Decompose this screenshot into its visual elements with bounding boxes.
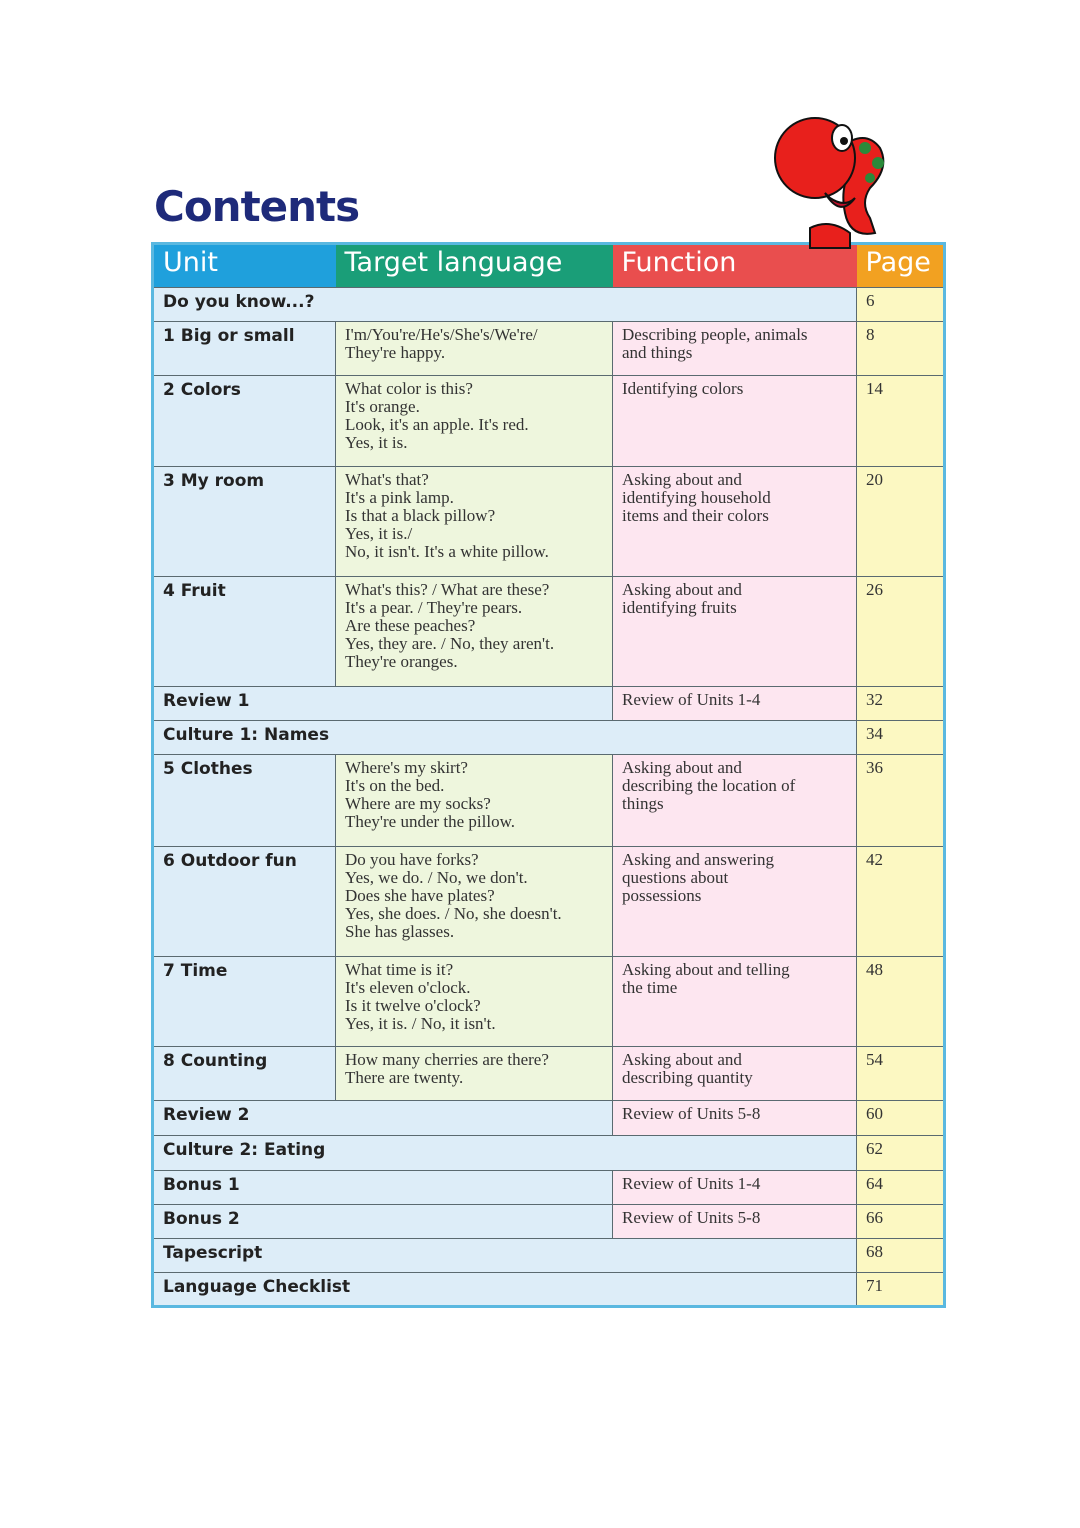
unit-cell: 6 Outdoor fun (153, 847, 336, 957)
unit-cell: Culture 2: Eating (153, 1136, 857, 1171)
text-line: They're happy. (345, 343, 446, 362)
page-number: 34 (857, 721, 945, 755)
table-row (153, 1239, 945, 1273)
text-line: Is that a black pillow? (345, 506, 496, 525)
target-language-cell (336, 755, 613, 847)
text-line: things (622, 794, 664, 813)
page-number: 6 (857, 288, 945, 322)
text-line: Asking about and (622, 1050, 742, 1069)
table-row (153, 1047, 945, 1101)
unit-cell: Language Checklist (153, 1273, 857, 1307)
target-language-cell (336, 577, 613, 687)
text-line: I'm/You're/He's/She's/We're/ (345, 325, 538, 344)
page-number: 68 (857, 1239, 945, 1273)
page-number: 26 (857, 577, 945, 687)
text-line: questions about (622, 868, 729, 887)
text-line: Do you have forks? (345, 850, 479, 869)
function-cell (613, 467, 857, 577)
page-number: 36 (857, 755, 945, 847)
table-row (153, 322, 945, 376)
text-line: What's this? / What are these? (345, 580, 550, 599)
text-line: and things (622, 343, 693, 362)
table-row (153, 755, 945, 847)
table-row (153, 376, 945, 467)
target-language-cell (336, 957, 613, 1047)
header-target-language: Target language (336, 244, 613, 288)
function-cell (613, 577, 857, 687)
text-line: Where are my socks? (345, 794, 491, 813)
table-row (153, 957, 945, 1047)
unit-cell: Do you know...? (153, 288, 857, 322)
unit-cell: 7 Time (153, 957, 336, 1047)
header-page: Page (857, 244, 945, 288)
text-line: Look, it's an apple. It's red. (345, 415, 529, 434)
text-line: Asking about and (622, 580, 742, 599)
text-line: What time is it? (345, 960, 454, 979)
table-row (153, 1273, 945, 1307)
text-line: She has glasses. (345, 922, 455, 941)
text-line: describing the location of (622, 776, 796, 795)
unit-cell: Review 2 (153, 1101, 613, 1136)
text-line: How many cherries are there? (345, 1050, 549, 1069)
target-language-cell (336, 847, 613, 957)
text-line: identifying fruits (622, 598, 737, 617)
text-line: It's eleven o'clock. (345, 978, 471, 997)
text-line: Identifying colors (622, 379, 744, 398)
target-language-cell (336, 322, 613, 376)
text-line: Yes, we do. / No, we don't. (345, 868, 528, 887)
page-number: 32 (857, 687, 945, 721)
page-number: 62 (857, 1136, 945, 1171)
table-row (153, 687, 945, 721)
function-cell (613, 1047, 857, 1101)
unit-cell: 3 My room (153, 467, 336, 577)
text-line: identifying household (622, 488, 771, 507)
page-number: 60 (857, 1101, 945, 1136)
text-line: There are twenty. (345, 1068, 464, 1087)
page-number: 66 (857, 1205, 945, 1239)
contents-table (151, 242, 946, 1308)
text-line: What color is this? (345, 379, 473, 398)
target-language-cell (336, 376, 613, 467)
table-row (153, 1205, 945, 1239)
unit-cell: 8 Counting (153, 1047, 336, 1101)
unit-cell: Review 1 (153, 687, 613, 721)
page-number: 14 (857, 376, 945, 467)
text-line: Review of Units 5-8 (622, 1104, 761, 1123)
function-cell (613, 957, 857, 1047)
table-row (153, 288, 945, 322)
mascot-illustration (770, 108, 900, 258)
header-function: Function (613, 244, 857, 288)
text-line: Review of Units 1-4 (622, 690, 761, 709)
unit-cell: 4 Fruit (153, 577, 336, 687)
function-cell (613, 376, 857, 467)
text-line: Yes, it is. / No, it isn't. (345, 1014, 496, 1033)
text-line: Are these peaches? (345, 616, 476, 635)
text-line: It's a pink lamp. (345, 488, 454, 507)
page-number: 8 (857, 322, 945, 376)
function-cell (613, 1171, 857, 1205)
page-number: 54 (857, 1047, 945, 1101)
page-number: 71 (857, 1273, 945, 1307)
table-row (153, 577, 945, 687)
text-line: the time (622, 978, 678, 997)
text-line: Yes, it is./ (345, 524, 413, 543)
target-language-cell (336, 1047, 613, 1101)
text-line: Yes, it is. (345, 433, 408, 452)
text-line: Is it twelve o'clock? (345, 996, 481, 1015)
function-cell (613, 847, 857, 957)
text-line: Asking about and (622, 470, 742, 489)
function-cell (613, 322, 857, 376)
text-line: Review of Units 5-8 (622, 1208, 761, 1227)
unit-cell: Tapescript (153, 1239, 857, 1273)
table-row (153, 1136, 945, 1171)
unit-cell: Bonus 1 (153, 1171, 613, 1205)
unit-cell: 1 Big or small (153, 322, 336, 376)
text-line: Review of Units 1-4 (622, 1174, 761, 1193)
table-row (153, 847, 945, 957)
text-line: It's orange. (345, 397, 420, 416)
text-line: It's on the bed. (345, 776, 445, 795)
function-cell (613, 755, 857, 847)
text-line: They're under the pillow. (345, 812, 516, 831)
unit-cell: Culture 1: Names (153, 721, 857, 755)
page-title: Contents (154, 182, 360, 231)
text-line: No, it isn't. It's a white pillow. (345, 542, 549, 561)
table-row (153, 1171, 945, 1205)
text-line: Yes, she does. / No, she doesn't. (345, 904, 562, 923)
function-cell (613, 1205, 857, 1239)
table-row (153, 467, 945, 577)
unit-cell: 5 Clothes (153, 755, 336, 847)
text-line: describing quantity (622, 1068, 753, 1087)
text-line: Asking about and telling (622, 960, 790, 979)
text-line: Does she have plates? (345, 886, 495, 905)
text-line: Asking about and (622, 758, 742, 777)
header-unit: Unit (153, 244, 336, 288)
target-language-cell (336, 467, 613, 577)
text-line: Describing people, animals (622, 325, 808, 344)
text-line: What's that? (345, 470, 429, 489)
text-line: possessions (622, 886, 702, 905)
function-cell (613, 1101, 857, 1136)
unit-cell: Bonus 2 (153, 1205, 613, 1239)
table-row (153, 721, 945, 755)
function-cell (613, 687, 857, 721)
page-number: 48 (857, 957, 945, 1047)
text-line: Where's my skirt? (345, 758, 468, 777)
page-number: 42 (857, 847, 945, 957)
text-line: Asking and answering (622, 850, 775, 869)
page-number: 20 (857, 467, 945, 577)
page-number: 64 (857, 1171, 945, 1205)
unit-cell: 2 Colors (153, 376, 336, 467)
table-row (153, 1101, 945, 1136)
text-line: They're oranges. (345, 652, 458, 671)
text-line: Yes, they are. / No, they aren't. (345, 634, 555, 653)
text-line: items and their colors (622, 506, 769, 525)
text-line: It's a pear. / They're pears. (345, 598, 523, 617)
